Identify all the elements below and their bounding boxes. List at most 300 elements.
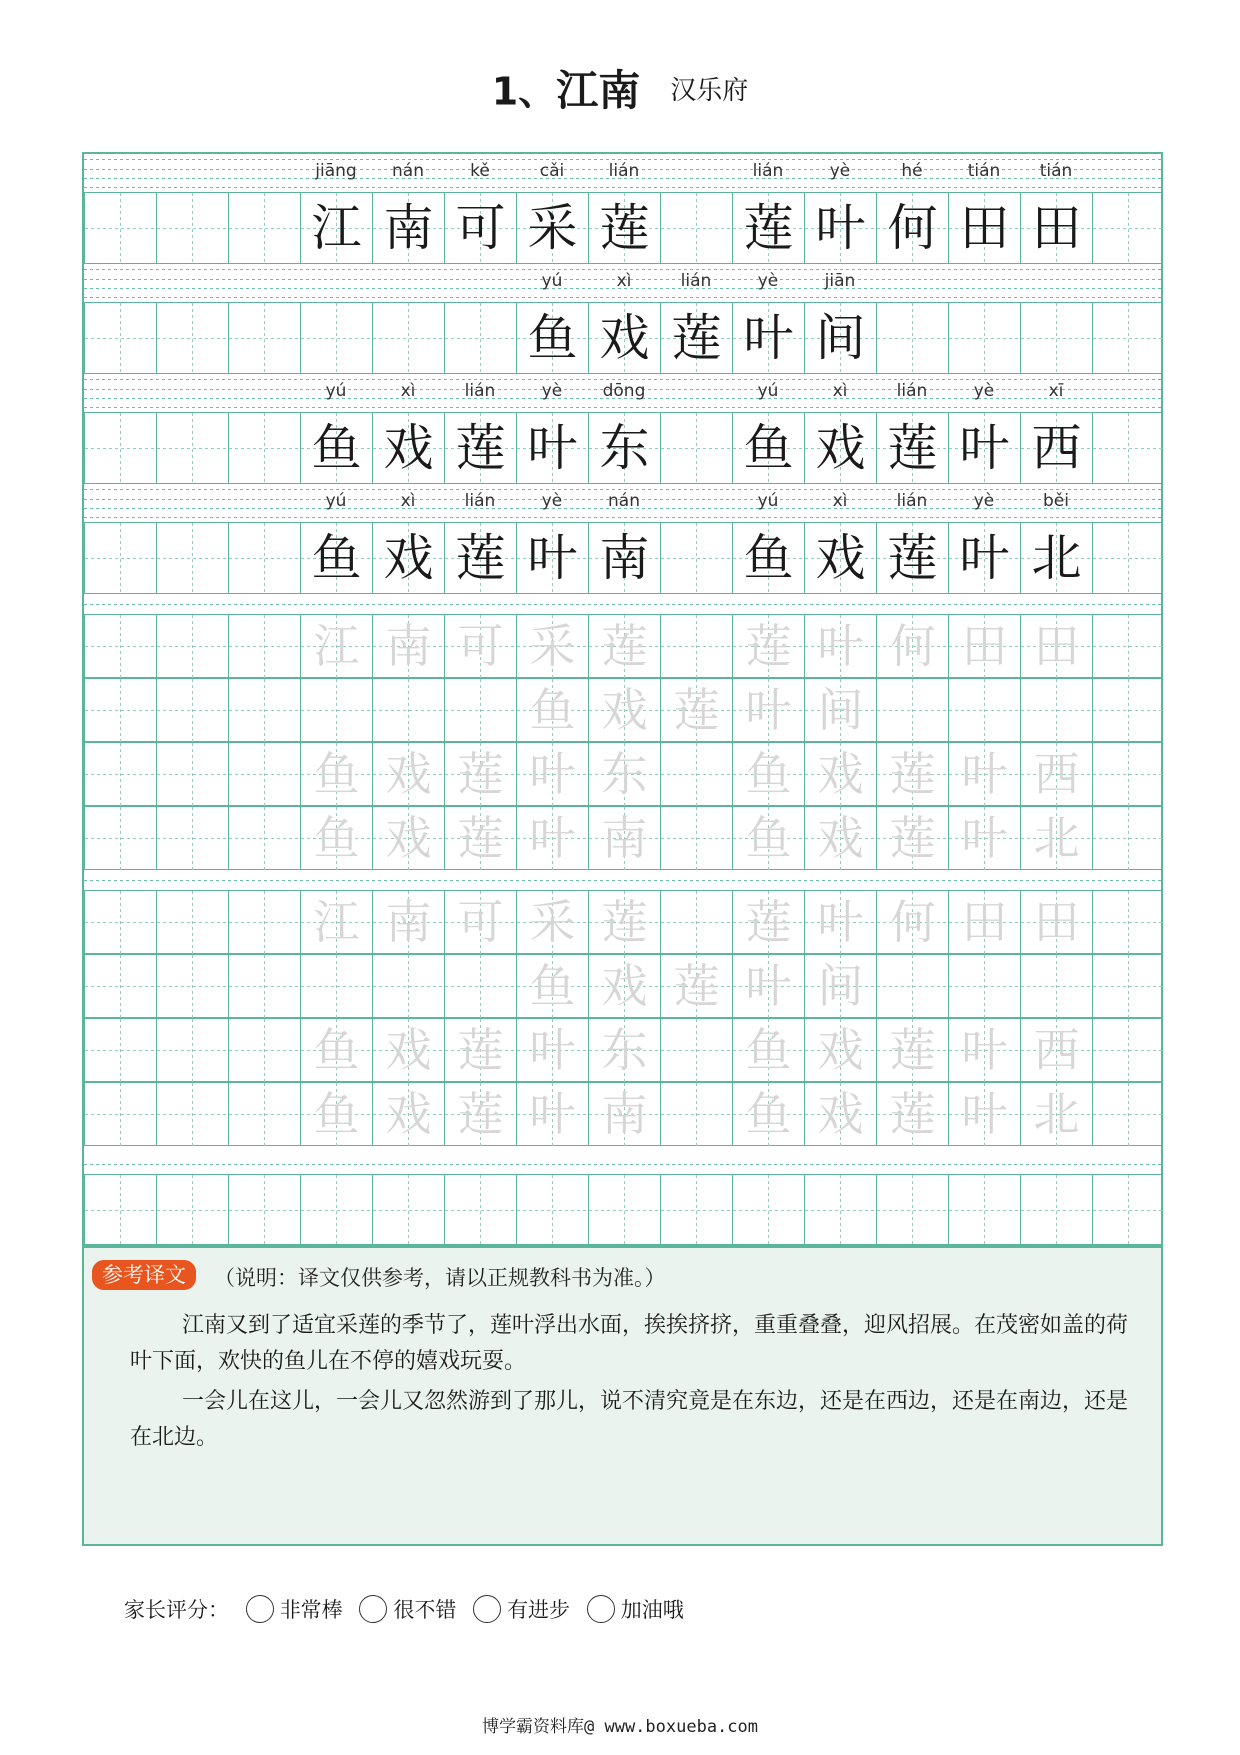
writing-cell[interactable] (372, 523, 444, 593)
writing-cell[interactable] (228, 743, 300, 806)
writing-cell[interactable] (372, 807, 444, 870)
model-character: 北 (1031, 529, 1082, 587)
writing-cell[interactable] (516, 615, 588, 678)
writing-cell[interactable] (588, 807, 660, 870)
writing-cell[interactable] (156, 1175, 228, 1245)
writing-cell[interactable] (300, 807, 372, 870)
trace-character: 鱼 (313, 811, 360, 865)
writing-cell[interactable] (372, 193, 444, 263)
writing-cell[interactable] (804, 413, 876, 483)
model-character: 南 (599, 529, 650, 587)
writing-cell[interactable] (300, 615, 372, 678)
writing-cell[interactable] (84, 1019, 156, 1082)
trace-character: 鱼 (313, 1023, 360, 1077)
writing-cell[interactable] (84, 891, 156, 954)
pinyin-text: tián (967, 161, 1001, 181)
trace-character: 鱼 (745, 747, 792, 801)
writing-cell[interactable] (732, 413, 804, 483)
writing-cell[interactable] (1020, 1175, 1092, 1245)
writing-cell[interactable] (84, 743, 156, 806)
pinyin-band (84, 374, 1161, 412)
writing-cell[interactable] (1092, 303, 1164, 373)
writing-cell[interactable] (444, 1083, 516, 1146)
trace-character: 叶 (745, 959, 792, 1013)
writing-cell[interactable] (300, 413, 372, 483)
pinyin-text: yè (541, 491, 563, 511)
writing-cell[interactable] (156, 1083, 228, 1146)
writing-cell[interactable] (804, 1019, 876, 1082)
writing-cell[interactable] (1020, 1019, 1092, 1082)
writing-cell[interactable] (948, 1083, 1020, 1146)
trace-character: 叶 (529, 1023, 576, 1077)
poem-author: 汉乐府 (670, 75, 749, 106)
writing-cell[interactable] (732, 679, 804, 742)
writing-cell[interactable] (876, 1175, 948, 1245)
model-character: 莲 (455, 419, 506, 477)
gap-band (84, 1154, 1161, 1174)
writing-cell[interactable] (1020, 413, 1092, 483)
pinyin-band (84, 154, 1161, 192)
writing-cell[interactable] (660, 1019, 732, 1082)
trace-character: 江 (313, 895, 360, 949)
writing-cell[interactable] (1092, 1175, 1164, 1245)
writing-cell[interactable] (156, 303, 228, 373)
writing-cell[interactable] (732, 1019, 804, 1082)
trace-character: 叶 (529, 1087, 576, 1141)
pinyin-text: jiāng (315, 161, 357, 181)
writing-cell[interactable] (444, 743, 516, 806)
writing-cell[interactable] (1020, 807, 1092, 870)
writing-cell[interactable] (876, 303, 948, 373)
rating-option-circle[interactable] (473, 1595, 501, 1623)
writing-cell[interactable] (156, 955, 228, 1018)
writing-cell[interactable] (804, 193, 876, 263)
writing-cell[interactable] (84, 1083, 156, 1146)
writing-cell[interactable] (732, 193, 804, 263)
writing-cell[interactable] (588, 615, 660, 678)
trace-character: 戏 (817, 1023, 864, 1077)
trace-character: 莲 (889, 747, 936, 801)
writing-cell[interactable] (84, 523, 156, 593)
trace-character: 鱼 (745, 811, 792, 865)
writing-cell[interactable] (372, 303, 444, 373)
writing-cell[interactable] (588, 413, 660, 483)
writing-cell[interactable] (1020, 523, 1092, 593)
pinyin-text: lián (464, 491, 496, 511)
writing-cell[interactable] (372, 679, 444, 742)
writing-cell[interactable] (732, 1083, 804, 1146)
writing-cell[interactable] (1020, 743, 1092, 806)
writing-cell[interactable] (228, 891, 300, 954)
character-row (84, 1082, 1161, 1146)
writing-cell[interactable] (300, 523, 372, 593)
character-row (84, 890, 1161, 954)
trace-character: 西 (1033, 747, 1080, 801)
trace-character: 鱼 (745, 1087, 792, 1141)
writing-cell[interactable] (372, 955, 444, 1018)
pinyin-text: nán (608, 491, 640, 511)
rating-option-circle[interactable] (587, 1595, 615, 1623)
writing-cell[interactable] (372, 743, 444, 806)
writing-cell[interactable] (228, 679, 300, 742)
writing-cell[interactable] (372, 1019, 444, 1082)
writing-cell[interactable] (300, 891, 372, 954)
model-character: 采 (527, 199, 578, 257)
writing-cell[interactable] (948, 523, 1020, 593)
model-character: 鱼 (527, 309, 578, 367)
character-row (84, 412, 1161, 484)
writing-cell[interactable] (444, 807, 516, 870)
writing-cell[interactable] (876, 679, 948, 742)
worksheet-title (0, 58, 1240, 118)
character-row (84, 302, 1161, 374)
model-character: 莲 (887, 529, 938, 587)
writing-cell[interactable] (84, 1175, 156, 1245)
rating-option-circle[interactable] (246, 1595, 274, 1623)
poem-title: 江南 (556, 66, 641, 115)
pinyin-text: hé (901, 161, 923, 181)
model-character: 鱼 (311, 419, 362, 477)
trace-character: 戏 (817, 747, 864, 801)
writing-cell[interactable] (228, 193, 300, 263)
writing-cell[interactable] (516, 1083, 588, 1146)
writing-cell[interactable] (876, 807, 948, 870)
writing-cell[interactable] (660, 413, 732, 483)
writing-cell[interactable] (516, 523, 588, 593)
writing-cell[interactable] (228, 413, 300, 483)
writing-cell[interactable] (660, 1175, 732, 1245)
pinyin-text: lián (896, 491, 928, 511)
writing-cell[interactable] (228, 1019, 300, 1082)
writing-cell[interactable] (876, 413, 948, 483)
writing-cell[interactable] (516, 955, 588, 1018)
writing-cell[interactable] (1020, 303, 1092, 373)
writing-cell[interactable] (1020, 1083, 1092, 1146)
writing-cell[interactable] (372, 615, 444, 678)
character-row (84, 192, 1161, 264)
writing-cell[interactable] (1092, 193, 1164, 263)
writing-cell[interactable] (372, 891, 444, 954)
writing-cell[interactable] (588, 955, 660, 1018)
writing-cell[interactable] (804, 615, 876, 678)
parent-rating (124, 1590, 684, 1630)
writing-cell[interactable] (1020, 891, 1092, 954)
trace-character: 间 (817, 959, 864, 1013)
writing-cell[interactable] (588, 523, 660, 593)
writing-cell[interactable] (444, 891, 516, 954)
trace-character: 莲 (889, 811, 936, 865)
rating-option-label: 有进步 (507, 1598, 571, 1622)
trace-character: 田 (961, 619, 1008, 673)
trace-character: 叶 (817, 895, 864, 949)
writing-cell[interactable] (1092, 1083, 1164, 1146)
writing-cell[interactable] (1092, 743, 1164, 806)
model-character: 田 (1031, 199, 1082, 257)
writing-cell[interactable] (84, 413, 156, 483)
writing-cell[interactable] (444, 1019, 516, 1082)
writing-cell[interactable] (156, 193, 228, 263)
writing-cell[interactable] (372, 1175, 444, 1245)
pinyin-text: dōng (602, 381, 646, 401)
writing-cell[interactable] (732, 955, 804, 1018)
writing-cell[interactable] (660, 615, 732, 678)
writing-cell[interactable] (588, 679, 660, 742)
character-row (84, 742, 1161, 806)
trace-character: 可 (457, 895, 504, 949)
pinyin-text: yú (757, 381, 779, 401)
writing-cell[interactable] (1020, 615, 1092, 678)
writing-cell[interactable] (876, 955, 948, 1018)
writing-cell[interactable] (444, 679, 516, 742)
writing-cell[interactable] (1092, 615, 1164, 678)
writing-cell[interactable] (660, 807, 732, 870)
writing-cell[interactable] (660, 303, 732, 373)
writing-cell[interactable] (300, 1083, 372, 1146)
writing-cell[interactable] (156, 891, 228, 954)
writing-cell[interactable] (1020, 193, 1092, 263)
writing-cell[interactable] (732, 615, 804, 678)
writing-cell[interactable] (804, 303, 876, 373)
pinyin-band (84, 264, 1161, 302)
writing-cell[interactable] (948, 1175, 1020, 1245)
writing-cell[interactable] (516, 1175, 588, 1245)
writing-cell[interactable] (156, 413, 228, 483)
trace-character: 戏 (385, 747, 432, 801)
writing-cell[interactable] (804, 1083, 876, 1146)
writing-cell[interactable] (1020, 955, 1092, 1018)
writing-cell[interactable] (588, 303, 660, 373)
footer-watermark: 博学霸资料库@ www.boxueba.com (482, 1717, 758, 1737)
writing-cell[interactable] (948, 807, 1020, 870)
writing-cell[interactable] (372, 1083, 444, 1146)
model-character: 江 (311, 199, 362, 257)
pinyin-text: yú (757, 491, 779, 511)
writing-cell[interactable] (804, 807, 876, 870)
writing-cell[interactable] (876, 1019, 948, 1082)
writing-cell[interactable] (84, 807, 156, 870)
writing-cell[interactable] (948, 891, 1020, 954)
writing-cell[interactable] (516, 1019, 588, 1082)
writing-cell[interactable] (948, 413, 1020, 483)
writing-cell[interactable] (516, 679, 588, 742)
writing-cell[interactable] (1092, 891, 1164, 954)
writing-cell[interactable] (1092, 1019, 1164, 1082)
model-character: 叶 (527, 419, 578, 477)
character-row (84, 678, 1161, 742)
trace-character: 鱼 (313, 747, 360, 801)
writing-cell[interactable] (300, 743, 372, 806)
writing-cell[interactable] (804, 891, 876, 954)
writing-cell[interactable] (660, 955, 732, 1018)
writing-cell[interactable] (732, 891, 804, 954)
model-character: 何 (887, 199, 938, 257)
lesson-number: 1、 (491, 69, 557, 114)
writing-cell[interactable] (444, 523, 516, 593)
trace-character: 采 (529, 619, 576, 673)
pinyin-text: běi (1043, 491, 1069, 511)
writing-cell[interactable] (804, 743, 876, 806)
writing-cell[interactable] (876, 193, 948, 263)
rating-label: 家长评分： (124, 1598, 229, 1622)
writing-cell[interactable] (804, 679, 876, 742)
writing-cell[interactable] (84, 303, 156, 373)
gap-band (84, 870, 1161, 890)
writing-cell[interactable] (444, 955, 516, 1018)
writing-cell[interactable] (876, 891, 948, 954)
trace-character: 戏 (385, 811, 432, 865)
writing-cell[interactable] (300, 303, 372, 373)
writing-cell[interactable] (1020, 679, 1092, 742)
writing-cell[interactable] (156, 615, 228, 678)
trace-character: 莲 (673, 959, 720, 1013)
writing-cell[interactable] (1092, 679, 1164, 742)
writing-cell[interactable] (732, 303, 804, 373)
writing-cell[interactable] (516, 303, 588, 373)
writing-cell[interactable] (228, 523, 300, 593)
writing-cell[interactable] (156, 743, 228, 806)
model-character: 莲 (887, 419, 938, 477)
writing-cell[interactable] (732, 523, 804, 593)
writing-cell[interactable] (84, 193, 156, 263)
model-character: 叶 (815, 199, 866, 257)
writing-cell[interactable] (1092, 955, 1164, 1018)
writing-cell[interactable] (228, 1175, 300, 1245)
writing-cell[interactable] (372, 413, 444, 483)
pinyin-text: kě (470, 161, 490, 181)
writing-cell[interactable] (1092, 523, 1164, 593)
trace-character: 戏 (385, 1023, 432, 1077)
writing-cell[interactable] (588, 1175, 660, 1245)
writing-cell[interactable] (156, 523, 228, 593)
trace-character: 间 (817, 683, 864, 737)
writing-cell[interactable] (444, 1175, 516, 1245)
model-character: 戏 (383, 419, 434, 477)
writing-cell[interactable] (84, 679, 156, 742)
writing-cell[interactable] (588, 1019, 660, 1082)
writing-cell[interactable] (948, 743, 1020, 806)
writing-cell[interactable] (516, 193, 588, 263)
writing-cell[interactable] (516, 743, 588, 806)
trace-character: 叶 (961, 1023, 1008, 1077)
writing-cell[interactable] (516, 807, 588, 870)
writing-cell[interactable] (948, 679, 1020, 742)
writing-cell[interactable] (660, 193, 732, 263)
writing-cell[interactable] (732, 807, 804, 870)
writing-cell[interactable] (444, 413, 516, 483)
writing-cell[interactable] (84, 955, 156, 1018)
writing-cell[interactable] (948, 1019, 1020, 1082)
writing-cell[interactable] (732, 743, 804, 806)
trace-character: 江 (313, 619, 360, 673)
pinyin-band (84, 484, 1161, 522)
writing-cell[interactable] (228, 955, 300, 1018)
writing-cell[interactable] (84, 615, 156, 678)
trace-character: 鱼 (529, 683, 576, 737)
pinyin-text: xì (616, 271, 632, 291)
trace-character: 南 (385, 895, 432, 949)
model-character: 叶 (527, 529, 578, 587)
writing-cell[interactable] (660, 679, 732, 742)
trace-character: 南 (385, 619, 432, 673)
writing-cell[interactable] (948, 303, 1020, 373)
model-character: 可 (455, 199, 506, 257)
writing-cell[interactable] (300, 955, 372, 1018)
pinyin-text: lián (464, 381, 496, 401)
writing-cell[interactable] (876, 1083, 948, 1146)
writing-cell[interactable] (228, 303, 300, 373)
writing-cell[interactable] (660, 523, 732, 593)
reference-badge: 参考译文 (92, 1260, 196, 1290)
writing-cell[interactable] (228, 615, 300, 678)
writing-cell[interactable] (660, 891, 732, 954)
writing-cell[interactable] (156, 1019, 228, 1082)
trace-character: 东 (601, 1023, 648, 1077)
writing-cell[interactable] (948, 615, 1020, 678)
writing-cell[interactable] (300, 1019, 372, 1082)
writing-cell[interactable] (588, 1083, 660, 1146)
writing-cell[interactable] (588, 743, 660, 806)
trace-character: 田 (1033, 619, 1080, 673)
writing-cell[interactable] (444, 615, 516, 678)
writing-cell[interactable] (876, 743, 948, 806)
writing-cell[interactable] (1092, 413, 1164, 483)
writing-cell[interactable] (804, 955, 876, 1018)
character-row (84, 522, 1161, 594)
reference-translation (82, 1246, 1163, 1546)
pinyin-text: nán (392, 161, 424, 181)
writing-cell[interactable] (300, 1175, 372, 1245)
writing-cell[interactable] (588, 193, 660, 263)
writing-cell[interactable] (948, 193, 1020, 263)
writing-cell[interactable] (660, 743, 732, 806)
writing-cell[interactable] (516, 891, 588, 954)
writing-cell[interactable] (300, 193, 372, 263)
writing-cell[interactable] (228, 1083, 300, 1146)
writing-cell[interactable] (804, 1175, 876, 1245)
writing-cell[interactable] (804, 523, 876, 593)
writing-cell[interactable] (156, 679, 228, 742)
model-character: 莲 (455, 529, 506, 587)
trace-character: 莲 (457, 1087, 504, 1141)
writing-cell[interactable] (516, 413, 588, 483)
trace-character: 戏 (601, 959, 648, 1013)
translation-paragraph-2: 一会儿在这儿，一会儿又忽然游到了那儿，说不清究竟是在东边，还是在西边，还是在南边，还是在北边。 (130, 1389, 1129, 1450)
writing-cell[interactable] (1092, 807, 1164, 870)
writing-cell[interactable] (732, 1175, 804, 1245)
trace-character: 鱼 (529, 959, 576, 1013)
writing-cell[interactable] (948, 955, 1020, 1018)
writing-cell[interactable] (660, 1083, 732, 1146)
writing-cell[interactable] (156, 807, 228, 870)
rating-option-circle[interactable] (359, 1595, 387, 1623)
trace-character: 可 (457, 619, 504, 673)
writing-cell[interactable] (444, 193, 516, 263)
trace-character: 莲 (457, 1023, 504, 1077)
writing-cell[interactable] (876, 523, 948, 593)
trace-character: 莲 (601, 619, 648, 673)
model-character: 西 (1031, 419, 1082, 477)
writing-cell[interactable] (876, 615, 948, 678)
writing-cell[interactable] (228, 807, 300, 870)
pinyin-text: yè (829, 161, 851, 181)
trace-character: 叶 (961, 811, 1008, 865)
writing-cell[interactable] (588, 891, 660, 954)
writing-cell[interactable] (300, 679, 372, 742)
pinyin-text: yè (973, 491, 995, 511)
writing-cell[interactable] (444, 303, 516, 373)
character-row (84, 1174, 1161, 1246)
rating-option-label: 很不错 (393, 1598, 457, 1622)
